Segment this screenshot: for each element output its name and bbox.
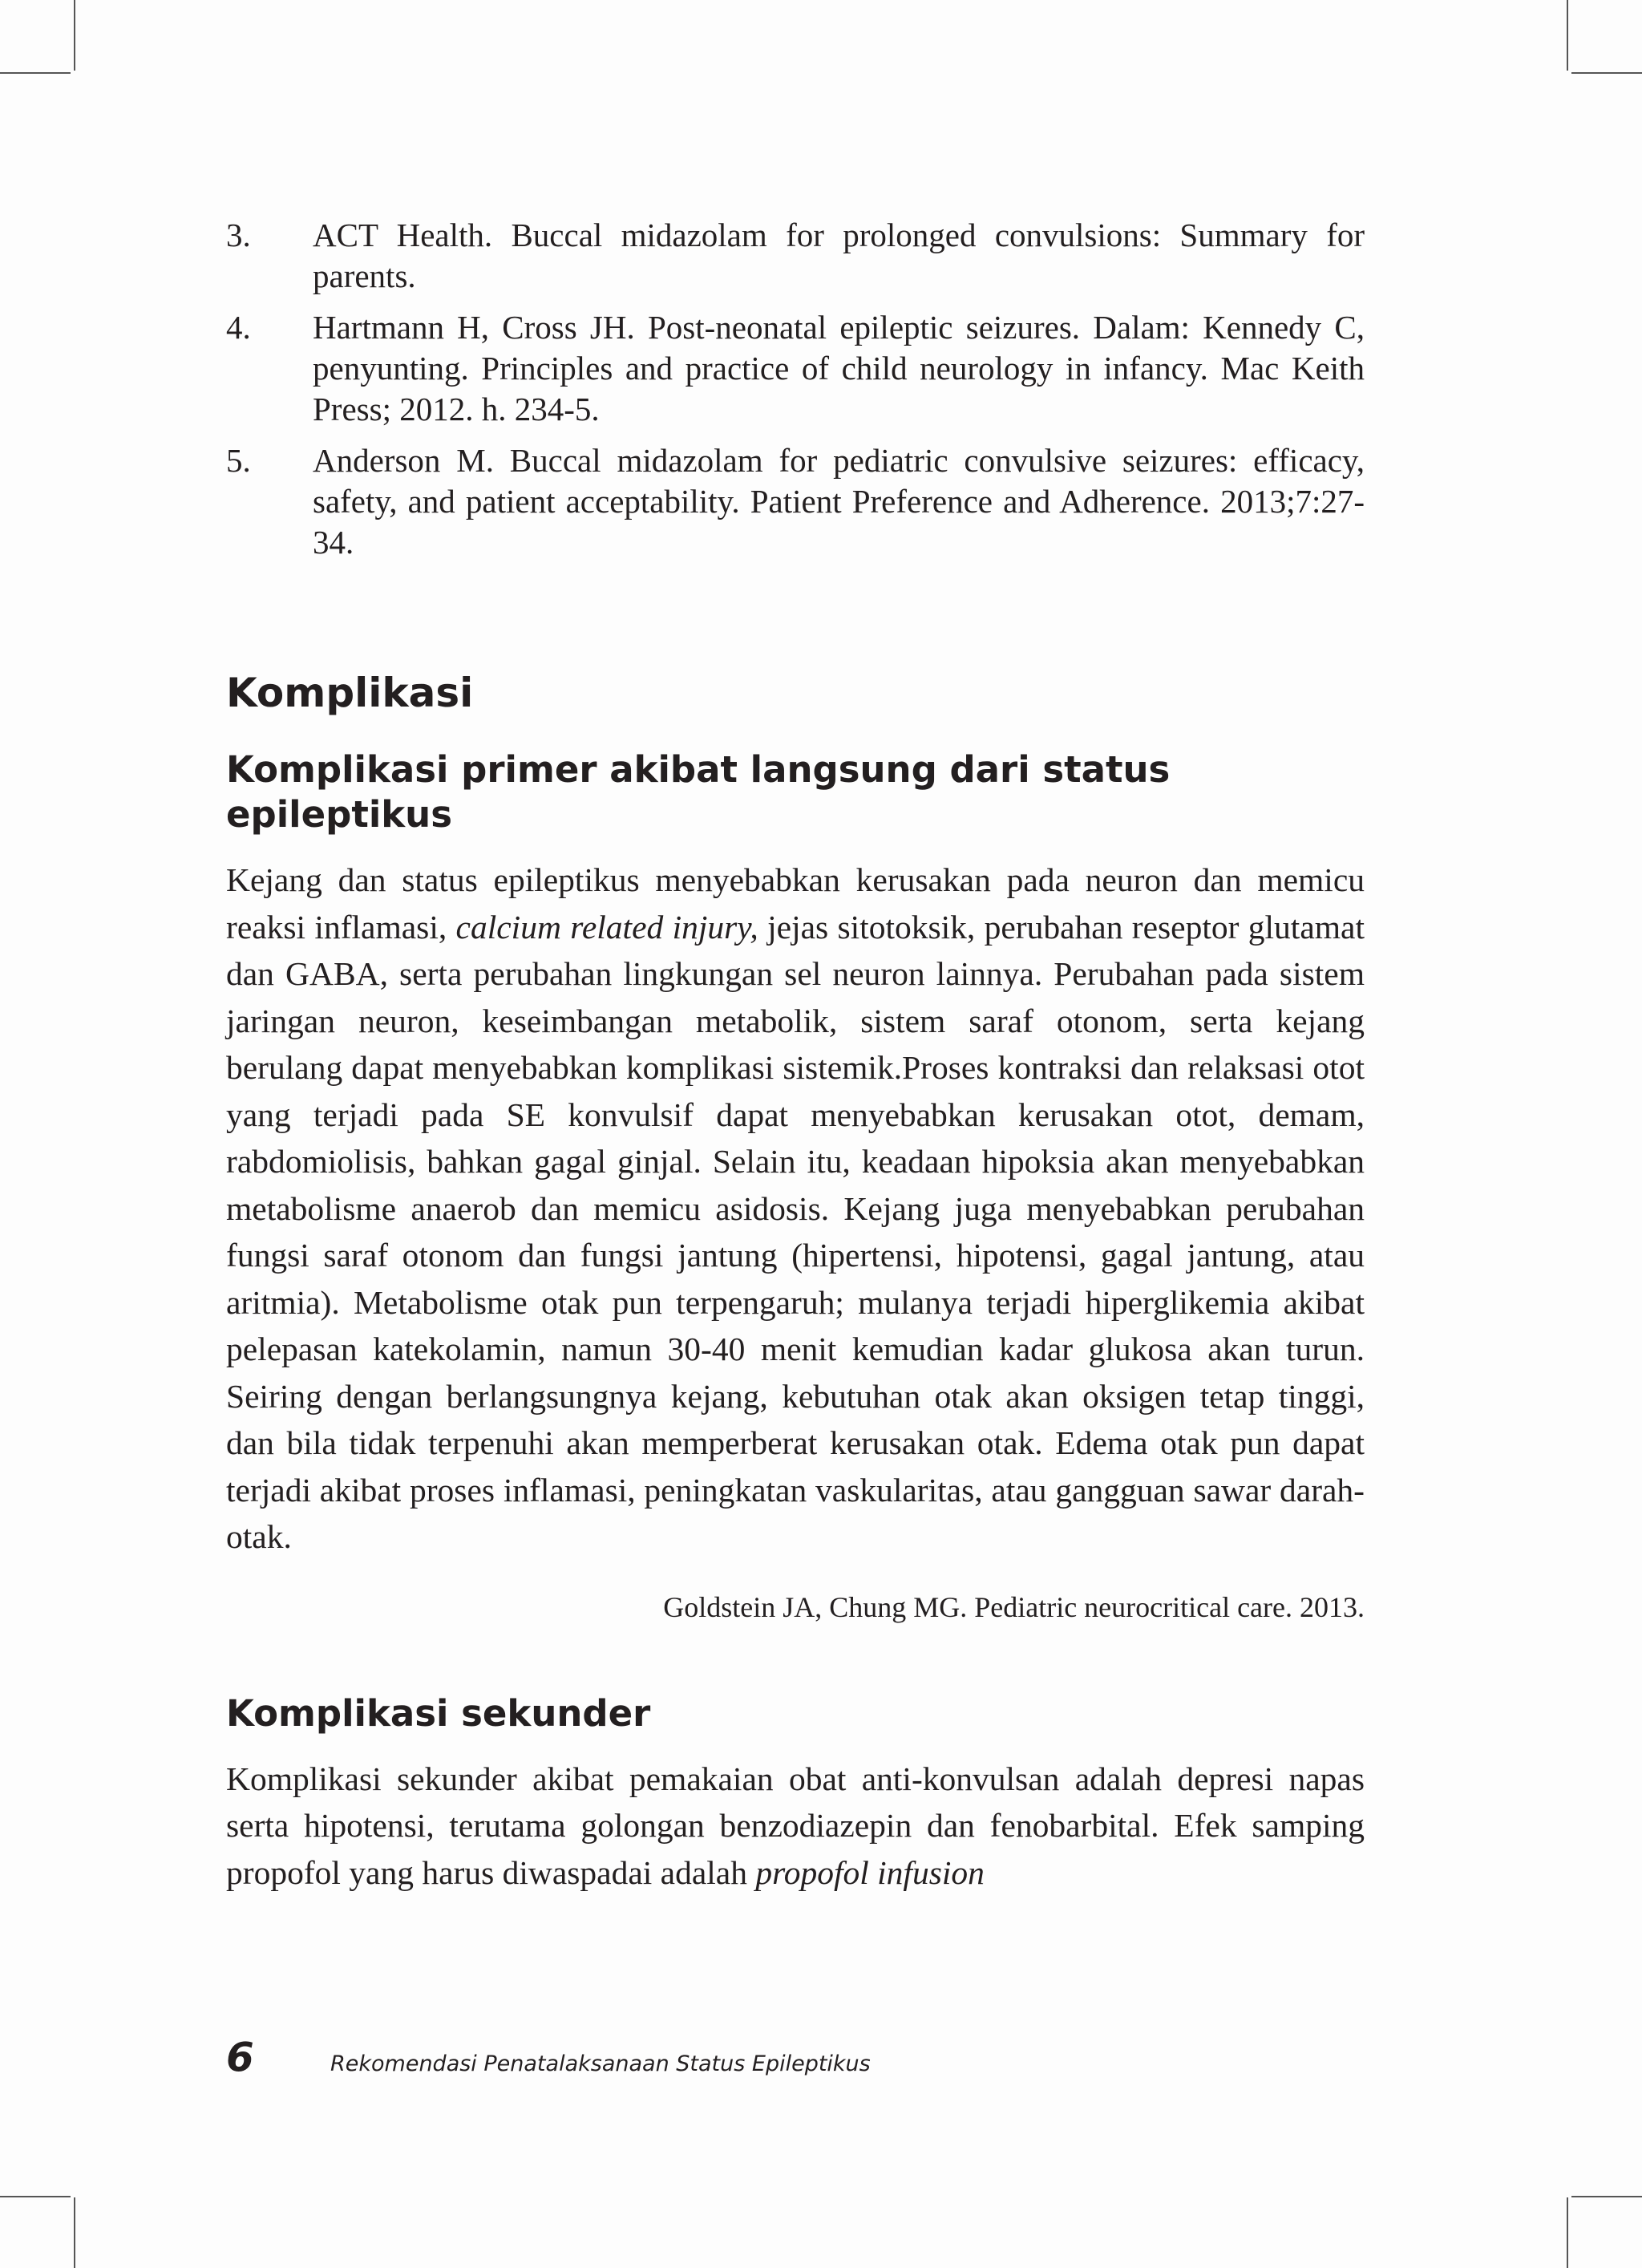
reference-list: [226, 215, 1365, 563]
crop-mark: [0, 2196, 71, 2197]
reference-number: 4.: [226, 309, 251, 346]
crop-mark: [74, 2197, 75, 2268]
section-title: Komplikasi: [226, 670, 474, 716]
reference-number: 3.: [226, 217, 251, 253]
primary-complications-paragraph: [226, 857, 1365, 1561]
reference-text: Anderson M. Buccal midazolam for pediatric convulsive seizures: efficacy, safety, and patient acceptability. Patient Preference and Adherence. 2013;7:27-34.: [313, 442, 1365, 561]
paragraph-italic-term: calcium related injury,: [455, 908, 758, 946]
reference-text: Hartmann H, Cross JH. Post-neonatal epileptic seizures. Dalam: Kennedy C, penyunting. Principles and practice of child neurology in infancy. Mac Keith Press; 2012. h. 234-5.: [313, 309, 1365, 427]
reference-item: [226, 440, 1365, 563]
page-footer: [226, 2034, 871, 2080]
reference-item: [226, 215, 1365, 297]
primary-complications-heading: Komplikasi primer akibat langsung dari status epileptikus: [226, 748, 1171, 836]
secondary-complications-paragraph: [226, 1756, 1365, 1897]
paragraph-italic-term: propofol infusion: [755, 1853, 985, 1891]
running-footer-title: Rekomendasi Penatalaksanaan Status Epileptikus: [330, 2051, 871, 2076]
reference-text: ACT Health. Buccal midazolam for prolonged convulsions: Summary for parents.: [313, 217, 1365, 294]
crop-mark: [1571, 72, 1642, 74]
crop-mark: [1567, 0, 1568, 71]
paragraph-text: Kejang dan status epileptikus menyebabkan kerusakan pada neuron dan memicu reaksi inflamasi,: [226, 861, 1365, 946]
secondary-complications-heading: Komplikasi sekunder: [226, 1691, 651, 1735]
crop-mark: [1571, 2196, 1642, 2197]
crop-mark: [74, 0, 75, 71]
citation-source: Goldstein JA, Chung MG. Pediatric neurocritical care. 2013.: [663, 1590, 1365, 1623]
page-content: [226, 215, 1365, 1896]
reference-number: 5.: [226, 442, 251, 479]
crop-mark: [0, 72, 71, 74]
paragraph-text: jejas sitotoksik, perubahan reseptor glutamat dan GABA, serta perubahan lingkungan sel neuron lainnya. Perubahan pada sistem jaringan neuron, keseimbangan metabolik, sistem saraf otonom, serta kejang berulang dapat menyebabkan komplikasi sistemik.Proses kontraksi dan relaksasi otot yang terjadi pada SE konvulsif dapat menyebabkan kerusakan otot, demam, rabdomiolisis, bahkan gagal ginjal. Selain itu, keadaan hipoksia akan menyebabkan metabolisme anaerob dan memicu asidosis. Kejang juga menyebabkan perubahan fungsi saraf otonom dan fungsi jantung (hipertensi, hipotensi, gagal jantung, atau aritmia). Metabolisme otak pun terpengaruh; mulanya terjadi hiperglikemia akibat pelepasan katekolamin, namun 30-40 menit kemudian kadar glukosa akan turun. Seiring dengan berlangsungnya kejang, kebutuhan otak akan oksigen tetap tinggi, dan bila tidak terpenuhi akan memperberat kerusakan otak. Edema otak pun dapat terjadi akibat proses inflamasi, peningkatan vaskularitas, atau gangguan sawar darah-otak.: [226, 908, 1365, 1555]
reference-item: [226, 307, 1365, 430]
paragraph-text: Komplikasi sekunder akibat pemakaian obat anti-konvulsan adalah depresi napas serta hipotensi, terutama golongan benzodiazepin dan fenobarbital. Efek samping propofol yang harus diwaspadai adalah: [226, 1760, 1365, 1891]
page-number: 6: [226, 2034, 254, 2080]
crop-mark: [1567, 2197, 1568, 2268]
